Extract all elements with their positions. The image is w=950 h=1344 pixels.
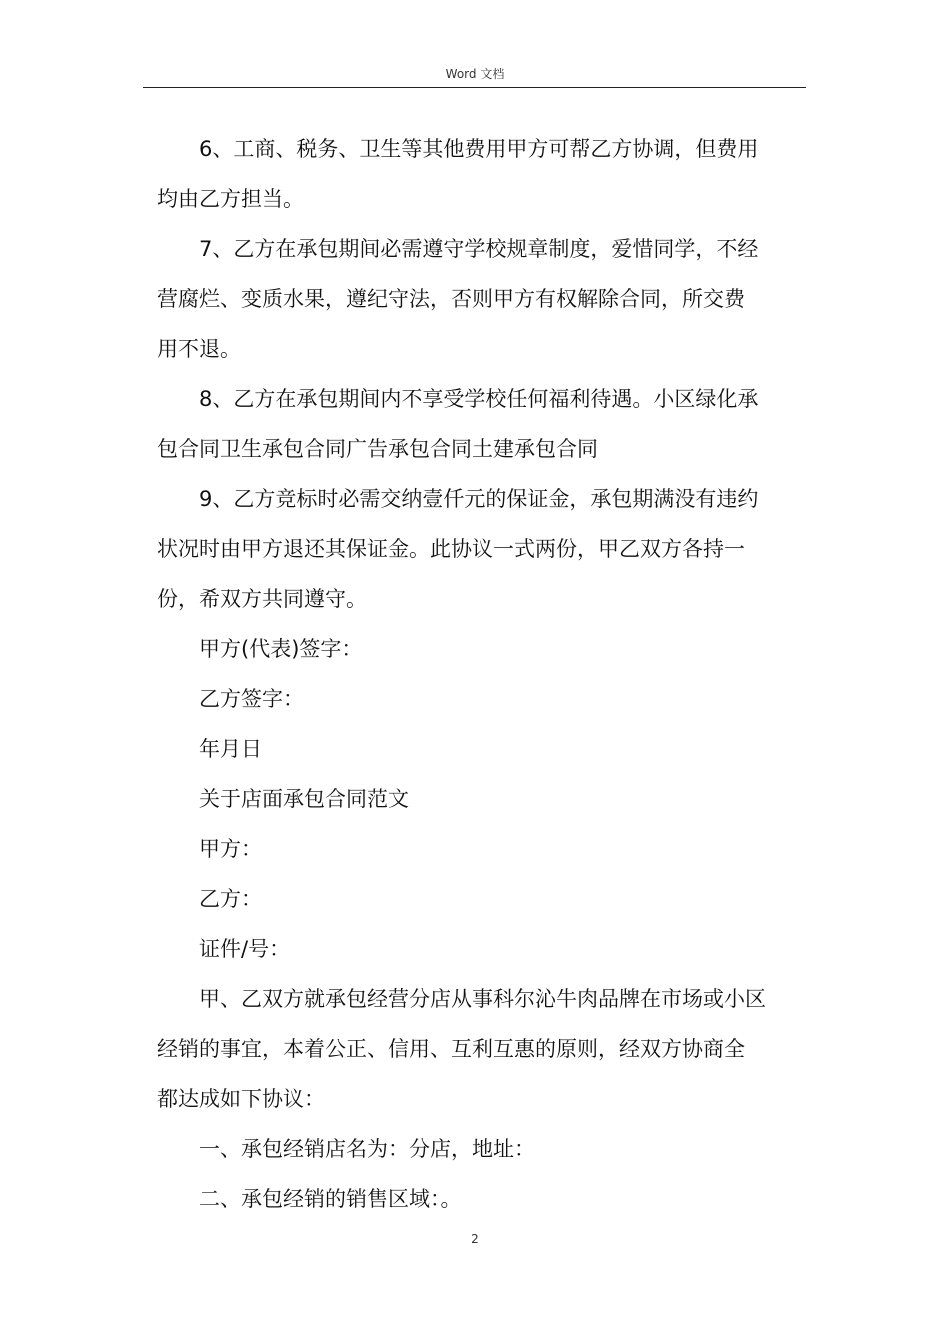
paragraph-line: 一、承包经销店名为：分店，地址：: [199, 1137, 535, 1161]
paragraph-line: 甲方：: [199, 837, 262, 861]
paragraph-line: 二、承包经销的销售区域：。: [199, 1187, 462, 1211]
paragraph-line: 关于店面承包合同范文: [199, 787, 409, 811]
paragraph-line: 用不退。: [157, 337, 241, 361]
clause-9: [157, 474, 806, 624]
paragraph-line: 乙方签字：: [199, 687, 304, 711]
page-number: 2: [471, 1232, 479, 1246]
paragraph-line: 包合同卫生承包合同广告承包合同土建承包合同: [157, 437, 598, 461]
paragraph-line: 份，希双方共同遵守。: [157, 587, 367, 611]
paragraph-line: 证件/号：: [199, 937, 291, 961]
paragraph-line: 状况时由甲方退还其保证金。此协议一式两份，甲乙双方各持一: [157, 537, 745, 561]
article-2: [178, 1174, 806, 1224]
document-body: [157, 124, 806, 1224]
id-number-line: [178, 924, 806, 974]
section-title: [178, 774, 806, 824]
page-header: Word 文档: [445, 67, 505, 81]
paragraph-line: 8、乙方在承包期间内不享受学校任何福利待遇。小区绿化承: [199, 387, 759, 411]
agreement-preamble: [157, 974, 806, 1124]
article-1: [178, 1124, 806, 1174]
paragraph-line: 甲、乙双方就承包经营分店从事科尔沁牛肉品牌在市场或小区: [199, 987, 766, 1011]
party-a-signature-line: [178, 624, 806, 674]
party-b-signature-line: [178, 674, 806, 724]
paragraph-line: 甲方(代表)签字：: [199, 637, 363, 661]
clause-6: [157, 124, 806, 224]
party-b-line: [178, 874, 806, 924]
paragraph-line: 乙方：: [199, 887, 262, 911]
paragraph-line: 经销的事宜，本着公正、信用、互利互惠的原则，经双方协商全: [157, 1037, 745, 1061]
clause-7: [157, 224, 806, 374]
party-a-line: [178, 824, 806, 874]
paragraph-line: 6、工商、税务、卫生等其他费用甲方可帮乙方协调，但费用: [199, 137, 759, 161]
paragraph-line: 营腐烂、变质水果，遵纪守法，否则甲方有权解除合同，所交费: [157, 287, 745, 311]
paragraph-line: 9、乙方竞标时必需交纳壹仟元的保证金，承包期满没有违约: [199, 487, 759, 511]
paragraph-line: 均由乙方担当。: [157, 187, 304, 211]
clause-8: [157, 374, 806, 474]
header-divider: [143, 87, 806, 88]
date-line: [178, 724, 806, 774]
paragraph-line: 年月日: [199, 737, 262, 761]
paragraph-line: 都达成如下协议：: [157, 1087, 325, 1111]
paragraph-line: 7、乙方在承包期间必需遵守学校规章制度，爱惜同学，不经: [199, 237, 759, 261]
